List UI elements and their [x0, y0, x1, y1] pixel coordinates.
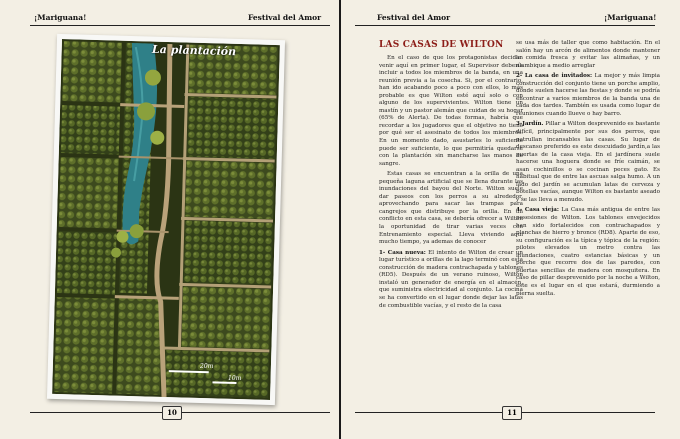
item-label: 1- Casa nueva: [379, 249, 426, 256]
left-page [0, 0, 339, 439]
photo-title: La plantación [151, 42, 237, 59]
text-column-1 [379, 32, 523, 313]
paragraph: En el caso de que los protagonistas decidan venir aquí en primer lugar, el Supervisor debería incluir a todos los miembros de la banda, en una reunión previa a la cosecha. Si, por el contrario, han ido acabando poco a poco con ellos, lo más probable es que Wilton esté aquí solo o con alguno de los supervivientes. Wilton tiene un mastín y un pastor alemán que cuidan de su hogar (65% de Alerta). De todas formas, habría que recordar a los jugadores que el objetivo no tiene por qué ser el asesinato de todos los miembros. En un momento dado, asustarles lo suficiente puede ser suficiente, lo que permitiría quedarse con la plantación sin mancharse las manos de sangre. [379, 55, 523, 167]
plantation-map-image [52, 39, 280, 400]
right-page [341, 0, 680, 439]
header-rule [355, 25, 655, 26]
item-label: 3-Jardín. [516, 121, 544, 128]
header-rule [30, 25, 330, 26]
section-title: LAS CASAS DE WILTON [379, 40, 504, 50]
right-header-left: Festival del Amor [377, 13, 451, 22]
item-label: 4- Casa vieja: [516, 207, 559, 214]
left-header-right: Festival del Amor [248, 13, 322, 22]
item-label: 2- La casa de invitados: [516, 73, 593, 80]
right-header-right: ¡Mariguana! [604, 13, 657, 22]
page-number-left: 10 [162, 406, 182, 420]
paragraph [379, 250, 523, 310]
plantation-aerial-photo [47, 34, 285, 405]
item-text: El intento de Wilton de crear un lugar turístico a orillas de la lago terminó con esta construcción de madera contrachapada y tablones (RD5). Después de un verano ruinoso, Wilton instaló un generador de energía en el almacén, que suministra electricidad al conjunto. La cocina se ha convertido en el lugar donde dejar las latas de combustible vacías, y el resto de la casa [379, 249, 523, 309]
paragraph: se usa más de taller que como habitación. En el salón hay un arcón de alimentos donde mantener la comida fresca y evitar las alimañas, y un alambique a medio arreglar [516, 40, 660, 69]
paragraph [516, 73, 660, 118]
left-header-left: ¡Mariguana! [34, 13, 87, 22]
text-column-2 [516, 40, 660, 301]
item-text: Pillar a Wilton desprevenido es bastante difícil, principalmente por sus dos perros, que patrullan incansables las casas. Su lugar de descanso preferido es este descuidado jardín,a las puertas de la casa vieja. En el jardínera suele hacerse una hoguera donde se fríe caimán, se asan cochinillos o se cocinan peces gato. Es habitual que de entre las ascuas salga humo. A un lado del jardín se acumulan latas de cerveza y botellas vacías, aunque Wilton es bastante aseado y se las lleva a menudo. [516, 121, 660, 203]
item-text: La mejor y más limpia construcción del conjunto tiene un porche amplio, donde suelen hacerse las fiestas y donde se podría encontrar a varios miembros de la banda una de cada dos tardes. También es usada como lugar de reuniones cuando llueve o hay barro. [516, 73, 661, 117]
scale-label-20m: 20m [200, 363, 214, 370]
page-number-right: 11 [502, 406, 522, 420]
scale-label-10m: 10m [228, 375, 242, 382]
paragraph [516, 207, 660, 298]
paragraph [516, 121, 660, 204]
paragraph: Estas casas se encuentran a la orilla de una pequeña laguna artificial que se llena durante las inundaciones del bayou del Norte. Wilton suele dar paseos con los perros a su alrededor, aprovechando para sacar las trampas para cangrejos que distribuye por la orilla. En un conflicto en esta casa, se debería ofrecer a Wilton la oportunidad de tirar varias veces con Entrenamiento especial. Lleva viviendo aquí mucho tiempo, ya ademas de conocer [379, 171, 523, 246]
item-text: La Casa más antigua de entre las posesiones de Wilton. Los tablones envejecidos han sido fortalecidos con contrachapados y planchas de hierro y bronce (RD8). Aparte de eso, su configuración es la típica y tópica de la región: pilotes elevados un metro contra las inundaciones, cuatro estancias básicas y un porche que recorre dos de las paredes, con puertas sencillas de madera con mosquitera. En caso de pillar desprevenido por la noche a Wilton, este es el lugar en el que estará, durmiendo a pierna suelta. [516, 207, 660, 297]
